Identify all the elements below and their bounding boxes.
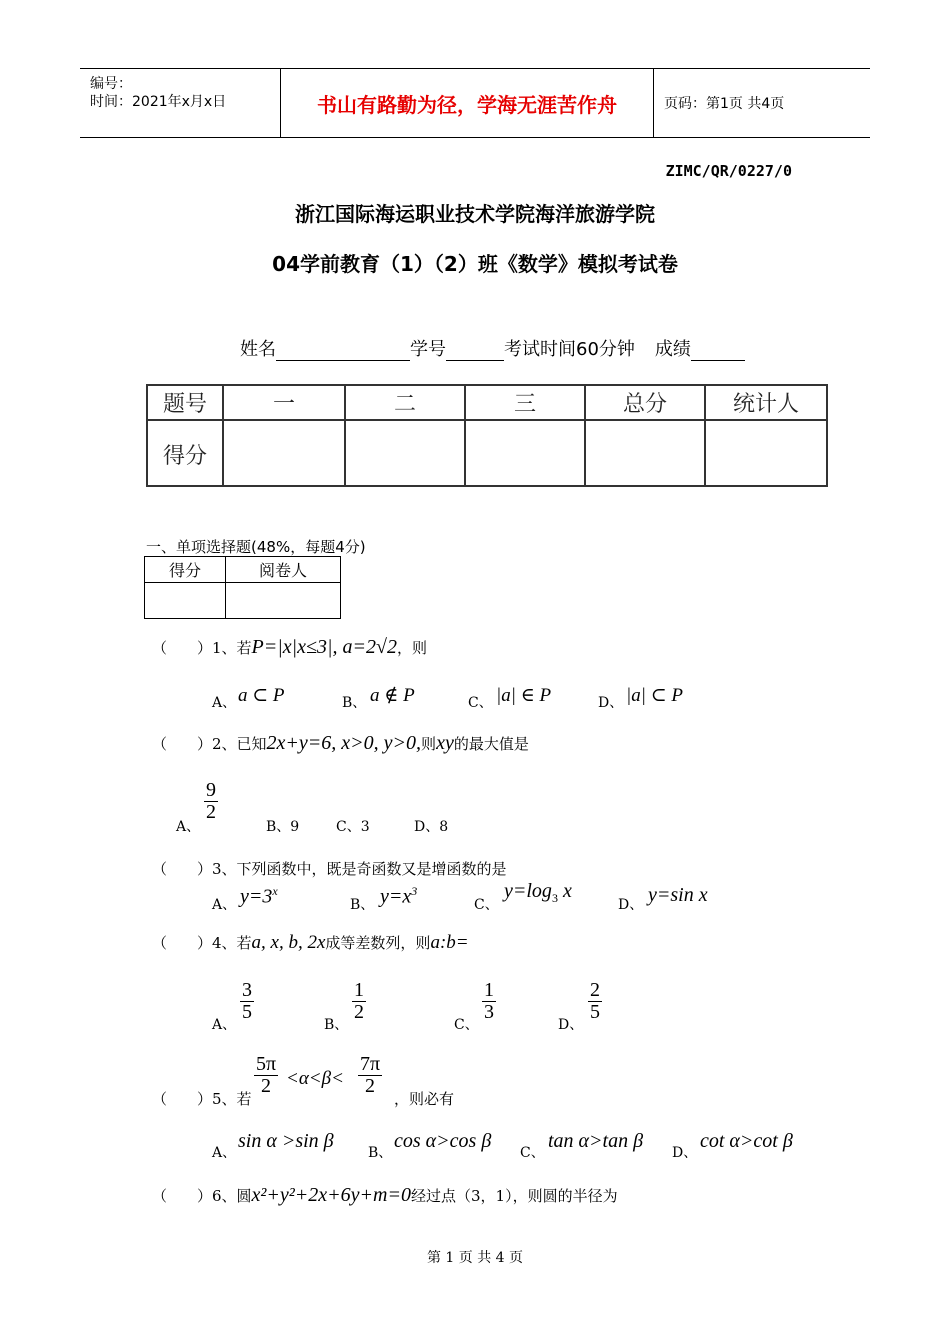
question-4 xyxy=(152,932,469,954)
score-header-cell: 统计人 xyxy=(705,385,827,420)
question-6 xyxy=(152,1184,618,1207)
q3-option-c-math: $y=\log_3$ x xyxy=(504,880,572,905)
q4-option-b-fraction: $\frac{1}{2}$ xyxy=(354,979,364,1023)
title-exam: 04学前教育（1）（2）班《数学》模拟考试卷 xyxy=(272,252,678,276)
grader-table xyxy=(144,556,341,619)
q1-suffix: ，则 xyxy=(396,639,427,657)
grader-cell[interactable] xyxy=(226,583,341,619)
page-label: 页码：第1页 共4页 xyxy=(664,96,785,112)
id-label: 学号 xyxy=(410,339,446,360)
grader-header: 得分 xyxy=(145,557,226,583)
score-header-cell: 三 xyxy=(465,385,585,420)
question-5 xyxy=(152,1054,752,1108)
q5-option-b-math: cos α>cos β xyxy=(394,1130,492,1152)
score-header-cell: 二 xyxy=(345,385,465,420)
score-blank[interactable] xyxy=(691,342,745,361)
q4-option-d-fraction: $\frac{2}{5}$ xyxy=(590,979,600,1023)
q5-fraction-2: $\frac{7\pi}{2}$ xyxy=(360,1053,381,1097)
q5-suffix: ，则必有 xyxy=(394,1090,455,1108)
q1-prefix: （ ）1、若 xyxy=(152,639,252,657)
question-3: （ ）3、下列函数中，既是奇函数又是增函数的是 xyxy=(152,860,507,878)
q1-option-c: C、 xyxy=(468,695,493,711)
q1-math: P=|x|x≤3|, a=2√2 xyxy=(251,636,397,658)
code-label: 编号： xyxy=(90,76,132,92)
q3-option-d-math: y=sin x xyxy=(648,884,708,906)
q2-options xyxy=(176,780,596,840)
q3-option-d: D、 xyxy=(618,897,644,913)
q5-options xyxy=(212,1128,812,1162)
section-heading: 一、单项选择题(48%，每题4分) xyxy=(146,538,366,556)
q2-math: 2x+y=6, x>0, y>0, xyxy=(266,732,422,754)
id-blank[interactable] xyxy=(446,342,504,361)
score-cell[interactable] xyxy=(465,420,585,486)
q1-option-a: A、 xyxy=(212,695,237,711)
document-header xyxy=(80,68,870,138)
score-header-cell: 题号 xyxy=(147,385,223,420)
page-footer: 第 1 页 共 4 页 xyxy=(426,1250,524,1266)
score-header-cell: 总分 xyxy=(585,385,705,420)
q4-prefix: （ ）4、若 xyxy=(152,934,252,952)
q1-option-d: D、 xyxy=(598,695,624,711)
header-meta-cell xyxy=(80,69,281,137)
q6-suffix: 经过点（3，1），则圆的半径为 xyxy=(410,1187,618,1205)
score-cell[interactable] xyxy=(585,420,705,486)
q1-option-a-math: a ⊂ P xyxy=(238,685,285,706)
question-1 xyxy=(152,636,427,659)
motto: 书山有路勤为径，学海无涯苦作舟 xyxy=(281,69,654,137)
doc-number: ZIMC/QR/0227/0 xyxy=(665,162,792,180)
q4-option-c: C、 xyxy=(454,1017,479,1033)
q5-option-a: A、 xyxy=(212,1145,237,1161)
q5-prefix: （ ）5、若 xyxy=(152,1090,252,1108)
score-cell[interactable] xyxy=(705,420,827,486)
q2-option-c: C、3 xyxy=(336,819,370,835)
q1-option-d-math: |a| ⊂ P xyxy=(626,685,683,706)
q4-option-a-fraction: $\frac{3}{5}$ xyxy=(242,979,252,1023)
q5-option-c-math: tan α>tan β xyxy=(548,1130,644,1152)
grader-header: 阅卷人 xyxy=(226,557,341,583)
q5-fraction-1: $\frac{5\pi}{2}$ xyxy=(256,1053,277,1097)
score-header-cell: 一 xyxy=(223,385,345,420)
time-label: 时间：2021年x月x日 xyxy=(90,94,227,110)
q3-option-c: C、 xyxy=(474,897,499,913)
q3-options xyxy=(212,880,732,914)
q4-options xyxy=(212,980,632,1034)
score-row-label: 得分 xyxy=(147,420,223,486)
score-table xyxy=(146,384,828,487)
q3-option-a: A、 xyxy=(212,897,237,913)
q5-option-d: D、 xyxy=(672,1145,698,1161)
score-cell[interactable] xyxy=(223,420,345,486)
score-label: 成绩 xyxy=(654,339,691,360)
grader-cell[interactable] xyxy=(145,583,226,619)
q2-option-a: A、 xyxy=(176,819,201,835)
q2-suffix: 则 xyxy=(421,735,437,753)
q4-option-c-fraction: $\frac{1}{3}$ xyxy=(484,979,494,1023)
q4-option-b: B、 xyxy=(324,1017,349,1033)
q3-option-a-math: $y=3^x$ xyxy=(240,884,278,908)
q2-option-d: D、8 xyxy=(414,819,449,835)
q3-option-b: B、 xyxy=(350,897,375,913)
q2-prefix: （ ）2、已知 xyxy=(152,735,267,753)
q1-option-b: B、 xyxy=(342,695,367,711)
q1-option-c-math: |a| ∈ P xyxy=(496,685,552,706)
q5-option-a-math: sin α >sin β xyxy=(238,1130,334,1152)
q4-math2: a:b= xyxy=(430,932,469,953)
q4-math: a, x, b, 2x xyxy=(251,932,326,953)
q5-inequality: <α<β< xyxy=(286,1068,344,1089)
q5-option-b: B、 xyxy=(368,1145,393,1161)
student-info-line xyxy=(240,335,745,361)
score-cell[interactable] xyxy=(345,420,465,486)
q2-math2: xy xyxy=(436,732,454,754)
q5-option-c: C、 xyxy=(520,1145,545,1161)
q4-option-d: D、 xyxy=(558,1017,584,1033)
q4-option-a: A、 xyxy=(212,1017,237,1033)
q6-math: x²+y²+2x+6y+m=0 xyxy=(251,1184,411,1206)
q4-mid: 成等差数列，则 xyxy=(325,934,431,952)
title-institution: 浙江国际海运职业技术学院海洋旅游学院 xyxy=(295,202,655,226)
q6-prefix: （ ）6、圆 xyxy=(152,1187,252,1205)
q2-tail: 的最大值是 xyxy=(453,735,529,753)
q3-option-b-math: $y=x^3$ xyxy=(380,884,418,908)
q2-option-b: B、9 xyxy=(266,819,300,835)
q5-option-d-math: cot α>cot β xyxy=(700,1130,793,1152)
name-blank[interactable] xyxy=(276,342,410,361)
question-2 xyxy=(152,732,529,755)
name-label: 姓名 xyxy=(240,339,276,360)
q2-option-a-fraction: $\frac{9}{2}$ xyxy=(206,779,216,823)
q1-option-b-math: a ∉ P xyxy=(370,685,415,706)
time-label-info: 考试时间60分钟 xyxy=(504,339,635,360)
